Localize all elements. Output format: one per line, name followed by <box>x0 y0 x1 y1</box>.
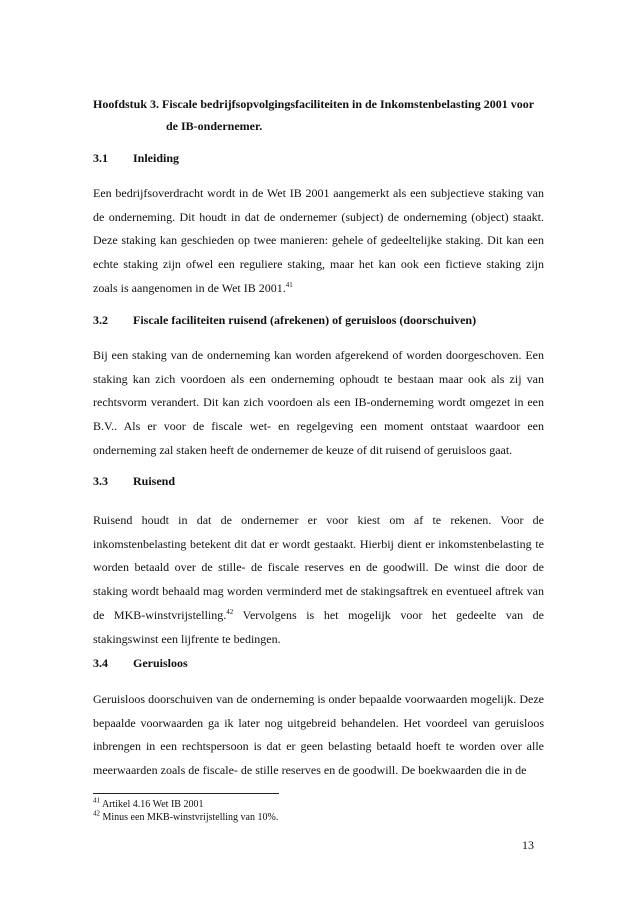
footnote-ref-41: 41 <box>285 280 293 289</box>
footnote-ref-42: 42 <box>226 607 234 616</box>
chapter-heading <box>93 93 553 137</box>
paragraph-text-continued: Vervolgens is het mogelijk voor het gedeelte van de stakingswinst een lijfrente te bedingen. <box>93 607 544 646</box>
footnote-number: 41 <box>93 796 100 805</box>
page-number: 13 <box>522 838 534 852</box>
footnote-number: 42 <box>93 809 100 818</box>
footnote-41 <box>93 796 204 811</box>
section-number: 3.4 <box>93 656 108 670</box>
section-title: Ruisend <box>133 474 176 488</box>
section-heading-3-3 <box>93 474 175 489</box>
chapter-heading-line1: Hoofdstuk 3. Fiscale bedrijfsopvolgingsfaciliteiten in de Inkomstenbelasting 2001 voor <box>93 97 535 111</box>
section-title: Fiscale faciliteiten ruisend (afrekenen) of geruisloos (doorschuiven) <box>133 313 477 327</box>
paragraph-text: Ruisend houdt in dat de ondernemer er voor kiest om af te rekenen. Voor de inkomstenbelasting betekent dit dat er wordt gestaakt. Hierbij dient er inkomstenbelasting te worden betaald over de stille- de fiscale reserves en de goodwill. De winst die door de staking wordt behaald mag worden verminderd met de stakingsaftrek en eventueel aftrek van de MKB-winstvrijstelling. <box>93 513 544 622</box>
footnote-42 <box>93 809 279 824</box>
chapter-heading-line2: de IB-ondernemer. <box>166 119 263 133</box>
paragraph-text: Een bedrijfsoverdracht wordt in de Wet IB 2001 aangemerkt als een subjectieve staking van de onderneming. Dit houdt in dat de ondernemer (subject) de onderneming (object) staakt. Deze staking kan geschieden op twee manieren: gehele of gedeeltelijke staking. Dit kan een echte staking zijn ofwel een reguliere staking, maar het kan ook een fictieve staking zijn zoals is aangenomen in de Wet IB 2001. <box>93 186 544 295</box>
section-title: Geruisloos <box>133 656 188 670</box>
section-paragraph-3-2 <box>93 344 544 463</box>
footnote-text: Artikel 4.16 Wet IB 2001 <box>101 799 204 810</box>
footnote-text: Minus een MKB-winstvrijstelling van 10%. <box>102 812 279 823</box>
section-number: 3.1 <box>93 151 108 165</box>
section-paragraph-3-1 <box>93 182 544 301</box>
paragraph-text: Bij een staking van de onderneming kan worden afgerekend of worden doorgeschoven. Een staking kan zich voordoen als een onderneming ophoudt te bestaan maar ook als zij van rechtsvorm verandert. Dit kan zich voordoen als een IB-onderneming wordt omgezet in een B.V.. Als er voor de fiscale wet- en regelgeving een moment ontstaat waardoor een onderneming zal staken heeft de ondernemer de keuze of dit ruisend of geruisloos gaat. <box>93 348 544 457</box>
paragraph-text: Geruisloos doorschuiven van de onderneming is onder bepaalde voorwaarden mogelijk. Deze bepaalde voorwaarden ga ik later nog uitgebreid behandelen. Het voordeel van geruisloos inbrengen in een rechtspersoon is dat er geen belasting betaald hoeft te worden over alle meerwaarden zoals de fiscale- de stille reserves en de goodwill. De boekwaarden die in de <box>93 692 544 778</box>
section-paragraph-3-3 <box>93 509 544 651</box>
section-number: 3.3 <box>93 474 108 488</box>
section-title: Inleiding <box>133 151 180 165</box>
footnote-divider <box>93 793 279 794</box>
section-heading-3-2 <box>93 313 476 328</box>
section-heading-3-4 <box>93 656 188 671</box>
section-paragraph-3-4 <box>93 688 544 783</box>
section-number: 3.2 <box>93 313 108 327</box>
section-heading-3-1 <box>93 151 179 166</box>
